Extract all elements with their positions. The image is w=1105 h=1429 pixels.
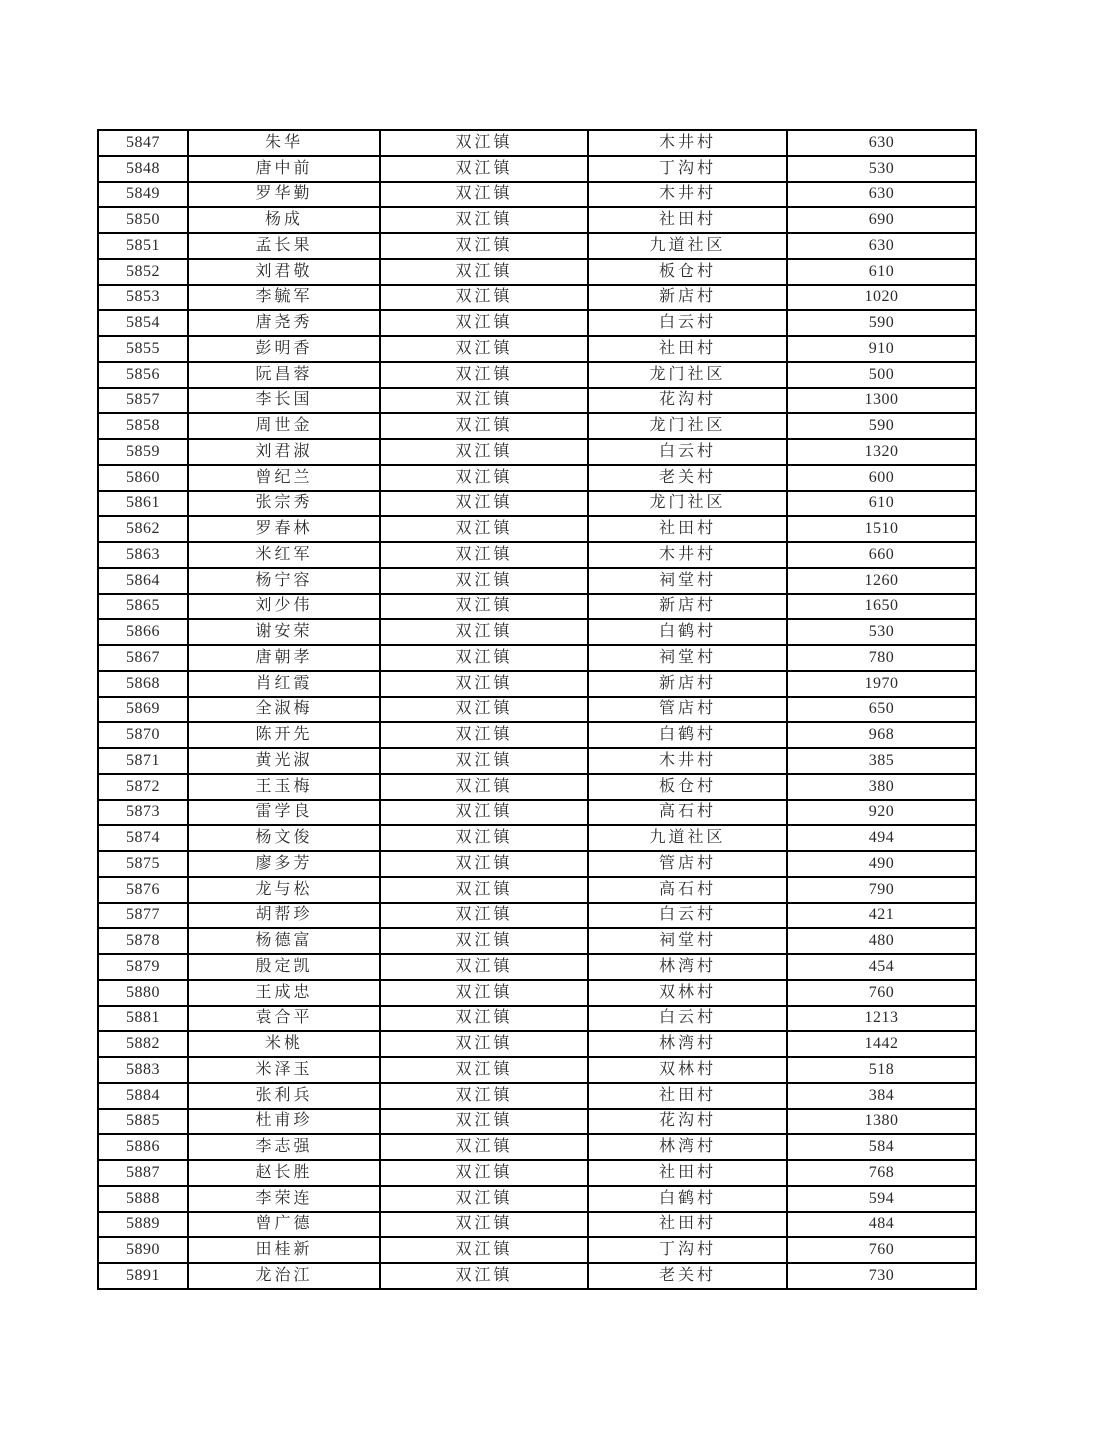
table-row <box>98 722 976 748</box>
table-row <box>98 568 976 594</box>
cell-amount: 1510 <box>787 516 976 542</box>
cell-amount: 384 <box>787 1083 976 1109</box>
cell-amount: 690 <box>787 207 976 233</box>
cell-village: 祠堂村 <box>588 568 787 594</box>
cell-serial: 5877 <box>98 903 188 929</box>
cell-town: 双江镇 <box>380 542 588 568</box>
table-row <box>98 980 976 1006</box>
table-row <box>98 1186 976 1212</box>
cell-name: 殷定凯 <box>188 954 380 980</box>
cell-amount: 790 <box>787 877 976 903</box>
cell-amount: 385 <box>787 748 976 774</box>
cell-village: 老关村 <box>588 465 787 491</box>
table-row <box>98 413 976 439</box>
cell-serial: 5858 <box>98 413 188 439</box>
cell-town: 双江镇 <box>380 594 588 620</box>
cell-town: 双江镇 <box>380 207 588 233</box>
cell-serial: 5883 <box>98 1057 188 1083</box>
cell-serial: 5863 <box>98 542 188 568</box>
cell-amount: 1020 <box>787 285 976 311</box>
cell-name: 刘君淑 <box>188 439 380 465</box>
table-row <box>98 491 976 517</box>
cell-village: 木井村 <box>588 130 787 156</box>
table-row <box>98 1006 976 1032</box>
table-row <box>98 1212 976 1238</box>
cell-name: 田桂新 <box>188 1237 380 1263</box>
cell-serial: 5852 <box>98 259 188 285</box>
cell-village: 高石村 <box>588 877 787 903</box>
cell-village: 祠堂村 <box>588 928 787 954</box>
table-row <box>98 310 976 336</box>
cell-village: 新店村 <box>588 285 787 311</box>
table-row <box>98 516 976 542</box>
cell-village: 白云村 <box>588 310 787 336</box>
cell-amount: 630 <box>787 233 976 259</box>
cell-amount: 730 <box>787 1263 976 1289</box>
cell-village: 新店村 <box>588 594 787 620</box>
cell-village: 花沟村 <box>588 388 787 414</box>
cell-amount: 1213 <box>787 1006 976 1032</box>
cell-name: 李志强 <box>188 1134 380 1160</box>
cell-name: 龙治江 <box>188 1263 380 1289</box>
table-row <box>98 748 976 774</box>
cell-serial: 5867 <box>98 645 188 671</box>
table-row <box>98 1263 976 1289</box>
cell-town: 双江镇 <box>380 182 588 208</box>
cell-amount: 1380 <box>787 1109 976 1135</box>
cell-town: 双江镇 <box>380 1263 588 1289</box>
cell-town: 双江镇 <box>380 465 588 491</box>
cell-serial: 5869 <box>98 697 188 723</box>
cell-name: 李荣连 <box>188 1186 380 1212</box>
cell-amount: 768 <box>787 1160 976 1186</box>
cell-amount: 630 <box>787 130 976 156</box>
cell-amount: 760 <box>787 1237 976 1263</box>
cell-amount: 1260 <box>787 568 976 594</box>
table-row <box>98 465 976 491</box>
cell-amount: 600 <box>787 465 976 491</box>
cell-amount: 660 <box>787 542 976 568</box>
cell-serial: 5862 <box>98 516 188 542</box>
cell-town: 双江镇 <box>380 671 588 697</box>
table-row <box>98 182 976 208</box>
cell-town: 双江镇 <box>380 619 588 645</box>
cell-name: 罗华勤 <box>188 182 380 208</box>
cell-amount: 1320 <box>787 439 976 465</box>
cell-town: 双江镇 <box>380 491 588 517</box>
cell-serial: 5868 <box>98 671 188 697</box>
table-row <box>98 774 976 800</box>
cell-town: 双江镇 <box>380 388 588 414</box>
cell-town: 双江镇 <box>380 310 588 336</box>
cell-name: 谢安荣 <box>188 619 380 645</box>
cell-village: 社田村 <box>588 516 787 542</box>
cell-serial: 5849 <box>98 182 188 208</box>
cell-town: 双江镇 <box>380 722 588 748</box>
cell-village: 龙门社区 <box>588 362 787 388</box>
table-row <box>98 130 976 156</box>
cell-village: 双林村 <box>588 980 787 1006</box>
roster-table-body <box>98 130 976 1289</box>
cell-town: 双江镇 <box>380 1186 588 1212</box>
cell-town: 双江镇 <box>380 233 588 259</box>
table-row <box>98 259 976 285</box>
cell-amount: 480 <box>787 928 976 954</box>
cell-name: 曾广德 <box>188 1212 380 1238</box>
table-row <box>98 542 976 568</box>
cell-serial: 5876 <box>98 877 188 903</box>
cell-town: 双江镇 <box>380 1031 588 1057</box>
cell-village: 白云村 <box>588 903 787 929</box>
cell-village: 社田村 <box>588 1212 787 1238</box>
cell-town: 双江镇 <box>380 800 588 826</box>
cell-village: 龙门社区 <box>588 491 787 517</box>
cell-name: 李毓军 <box>188 285 380 311</box>
cell-serial: 5859 <box>98 439 188 465</box>
cell-village: 九道社区 <box>588 233 787 259</box>
table-row <box>98 594 976 620</box>
cell-town: 双江镇 <box>380 413 588 439</box>
cell-town: 双江镇 <box>380 516 588 542</box>
table-row <box>98 1109 976 1135</box>
cell-amount: 484 <box>787 1212 976 1238</box>
table-row <box>98 1134 976 1160</box>
cell-serial: 5890 <box>98 1237 188 1263</box>
cell-name: 赵长胜 <box>188 1160 380 1186</box>
cell-town: 双江镇 <box>380 1057 588 1083</box>
cell-name: 周世金 <box>188 413 380 439</box>
cell-serial: 5888 <box>98 1186 188 1212</box>
cell-town: 双江镇 <box>380 1109 588 1135</box>
cell-town: 双江镇 <box>380 748 588 774</box>
cell-town: 双江镇 <box>380 1006 588 1032</box>
table-row <box>98 1057 976 1083</box>
cell-amount: 920 <box>787 800 976 826</box>
cell-name: 胡帮珍 <box>188 903 380 929</box>
cell-village: 白鹤村 <box>588 1186 787 1212</box>
cell-name: 杨成 <box>188 207 380 233</box>
table-row <box>98 619 976 645</box>
cell-name: 唐尧秀 <box>188 310 380 336</box>
cell-name: 陈开先 <box>188 722 380 748</box>
cell-name: 阮昌蓉 <box>188 362 380 388</box>
cell-serial: 5872 <box>98 774 188 800</box>
table-row <box>98 928 976 954</box>
cell-amount: 594 <box>787 1186 976 1212</box>
cell-amount: 1970 <box>787 671 976 697</box>
table-row <box>98 954 976 980</box>
cell-name: 刘君敬 <box>188 259 380 285</box>
cell-town: 双江镇 <box>380 1083 588 1109</box>
cell-serial: 5851 <box>98 233 188 259</box>
cell-town: 双江镇 <box>380 954 588 980</box>
cell-serial: 5891 <box>98 1263 188 1289</box>
cell-name: 廖多芳 <box>188 851 380 877</box>
cell-serial: 5857 <box>98 388 188 414</box>
cell-village: 管店村 <box>588 697 787 723</box>
cell-name: 朱华 <box>188 130 380 156</box>
table-row <box>98 336 976 362</box>
cell-village: 九道社区 <box>588 825 787 851</box>
table-row <box>98 1031 976 1057</box>
table-row <box>98 362 976 388</box>
cell-town: 双江镇 <box>380 259 588 285</box>
cell-name: 杨宁容 <box>188 568 380 594</box>
table-row <box>98 156 976 182</box>
cell-serial: 5853 <box>98 285 188 311</box>
cell-town: 双江镇 <box>380 285 588 311</box>
cell-serial: 5870 <box>98 722 188 748</box>
cell-amount: 490 <box>787 851 976 877</box>
cell-name: 唐朝孝 <box>188 645 380 671</box>
cell-name: 唐中前 <box>188 156 380 182</box>
cell-serial: 5874 <box>98 825 188 851</box>
cell-town: 双江镇 <box>380 851 588 877</box>
cell-village: 社田村 <box>588 1160 787 1186</box>
cell-serial: 5854 <box>98 310 188 336</box>
cell-serial: 5861 <box>98 491 188 517</box>
cell-village: 林湾村 <box>588 1031 787 1057</box>
table-row <box>98 697 976 723</box>
cell-name: 雷学良 <box>188 800 380 826</box>
table-row <box>98 233 976 259</box>
cell-amount: 590 <box>787 310 976 336</box>
table-row <box>98 851 976 877</box>
cell-serial: 5886 <box>98 1134 188 1160</box>
cell-name: 张利兵 <box>188 1083 380 1109</box>
cell-name: 全淑梅 <box>188 697 380 723</box>
cell-town: 双江镇 <box>380 1237 588 1263</box>
cell-town: 双江镇 <box>380 645 588 671</box>
cell-village: 白鹤村 <box>588 722 787 748</box>
cell-name: 王成忠 <box>188 980 380 1006</box>
table-row <box>98 903 976 929</box>
cell-amount: 1650 <box>787 594 976 620</box>
table-row <box>98 285 976 311</box>
cell-name: 张宗秀 <box>188 491 380 517</box>
cell-town: 双江镇 <box>380 825 588 851</box>
cell-name: 杨文俊 <box>188 825 380 851</box>
cell-amount: 1300 <box>787 388 976 414</box>
cell-village: 老关村 <box>588 1263 787 1289</box>
cell-town: 双江镇 <box>380 336 588 362</box>
cell-serial: 5889 <box>98 1212 188 1238</box>
cell-village: 林湾村 <box>588 1134 787 1160</box>
cell-serial: 5884 <box>98 1083 188 1109</box>
cell-amount: 968 <box>787 722 976 748</box>
cell-village: 板仓村 <box>588 259 787 285</box>
cell-town: 双江镇 <box>380 697 588 723</box>
cell-name: 袁合平 <box>188 1006 380 1032</box>
cell-amount: 590 <box>787 413 976 439</box>
cell-serial: 5885 <box>98 1109 188 1135</box>
table-row <box>98 825 976 851</box>
cell-amount: 584 <box>787 1134 976 1160</box>
cell-name: 孟长果 <box>188 233 380 259</box>
cell-amount: 380 <box>787 774 976 800</box>
cell-name: 曾纪兰 <box>188 465 380 491</box>
cell-village: 林湾村 <box>588 954 787 980</box>
cell-name: 米泽玉 <box>188 1057 380 1083</box>
cell-village: 社田村 <box>588 207 787 233</box>
cell-name: 米桃 <box>188 1031 380 1057</box>
cell-village: 白云村 <box>588 439 787 465</box>
cell-amount: 630 <box>787 182 976 208</box>
cell-name: 黄光淑 <box>188 748 380 774</box>
cell-village: 丁沟村 <box>588 156 787 182</box>
cell-serial: 5860 <box>98 465 188 491</box>
cell-serial: 5887 <box>98 1160 188 1186</box>
cell-town: 双江镇 <box>380 156 588 182</box>
cell-village: 祠堂村 <box>588 645 787 671</box>
cell-serial: 5848 <box>98 156 188 182</box>
cell-amount: 518 <box>787 1057 976 1083</box>
cell-name: 杨德富 <box>188 928 380 954</box>
cell-serial: 5866 <box>98 619 188 645</box>
cell-serial: 5873 <box>98 800 188 826</box>
cell-amount: 530 <box>787 156 976 182</box>
cell-village: 新店村 <box>588 671 787 697</box>
cell-name: 杜甫珍 <box>188 1109 380 1135</box>
cell-village: 花沟村 <box>588 1109 787 1135</box>
cell-town: 双江镇 <box>380 568 588 594</box>
table-row <box>98 1237 976 1263</box>
cell-village: 板仓村 <box>588 774 787 800</box>
cell-amount: 610 <box>787 259 976 285</box>
cell-village: 社田村 <box>588 336 787 362</box>
cell-name: 李长国 <box>188 388 380 414</box>
cell-amount: 421 <box>787 903 976 929</box>
cell-town: 双江镇 <box>380 877 588 903</box>
cell-name: 罗春林 <box>188 516 380 542</box>
cell-town: 双江镇 <box>380 130 588 156</box>
cell-serial: 5882 <box>98 1031 188 1057</box>
cell-town: 双江镇 <box>380 980 588 1006</box>
cell-amount: 1442 <box>787 1031 976 1057</box>
cell-serial: 5850 <box>98 207 188 233</box>
cell-village: 木井村 <box>588 748 787 774</box>
cell-name: 龙与松 <box>188 877 380 903</box>
cell-village: 双林村 <box>588 1057 787 1083</box>
cell-amount: 500 <box>787 362 976 388</box>
cell-serial: 5875 <box>98 851 188 877</box>
cell-town: 双江镇 <box>380 774 588 800</box>
cell-village: 高石村 <box>588 800 787 826</box>
table-row <box>98 1160 976 1186</box>
roster-table <box>97 129 977 1290</box>
cell-name: 刘少伟 <box>188 594 380 620</box>
cell-name: 肖红霞 <box>188 671 380 697</box>
cell-town: 双江镇 <box>380 439 588 465</box>
cell-village: 白云村 <box>588 1006 787 1032</box>
cell-serial: 5880 <box>98 980 188 1006</box>
cell-amount: 610 <box>787 491 976 517</box>
table-row <box>98 439 976 465</box>
cell-serial: 5871 <box>98 748 188 774</box>
cell-serial: 5878 <box>98 928 188 954</box>
cell-amount: 650 <box>787 697 976 723</box>
cell-town: 双江镇 <box>380 1134 588 1160</box>
cell-serial: 5881 <box>98 1006 188 1032</box>
cell-serial: 5856 <box>98 362 188 388</box>
cell-serial: 5847 <box>98 130 188 156</box>
cell-village: 社田村 <box>588 1083 787 1109</box>
cell-serial: 5855 <box>98 336 188 362</box>
cell-name: 彭明香 <box>188 336 380 362</box>
table-row <box>98 1083 976 1109</box>
cell-town: 双江镇 <box>380 928 588 954</box>
cell-name: 王玉梅 <box>188 774 380 800</box>
table-row <box>98 800 976 826</box>
cell-serial: 5864 <box>98 568 188 594</box>
cell-village: 龙门社区 <box>588 413 787 439</box>
cell-name: 米红军 <box>188 542 380 568</box>
cell-town: 双江镇 <box>380 362 588 388</box>
cell-serial: 5865 <box>98 594 188 620</box>
cell-village: 管店村 <box>588 851 787 877</box>
cell-town: 双江镇 <box>380 1160 588 1186</box>
table-row <box>98 207 976 233</box>
cell-village: 木井村 <box>588 182 787 208</box>
cell-village: 丁沟村 <box>588 1237 787 1263</box>
table-row <box>98 671 976 697</box>
table-row <box>98 645 976 671</box>
cell-amount: 760 <box>787 980 976 1006</box>
table-row <box>98 388 976 414</box>
cell-town: 双江镇 <box>380 903 588 929</box>
cell-serial: 5879 <box>98 954 188 980</box>
table-row <box>98 877 976 903</box>
cell-village: 木井村 <box>588 542 787 568</box>
cell-village: 白鹤村 <box>588 619 787 645</box>
cell-amount: 494 <box>787 825 976 851</box>
cell-amount: 910 <box>787 336 976 362</box>
cell-amount: 780 <box>787 645 976 671</box>
cell-amount: 530 <box>787 619 976 645</box>
cell-amount: 454 <box>787 954 976 980</box>
cell-town: 双江镇 <box>380 1212 588 1238</box>
